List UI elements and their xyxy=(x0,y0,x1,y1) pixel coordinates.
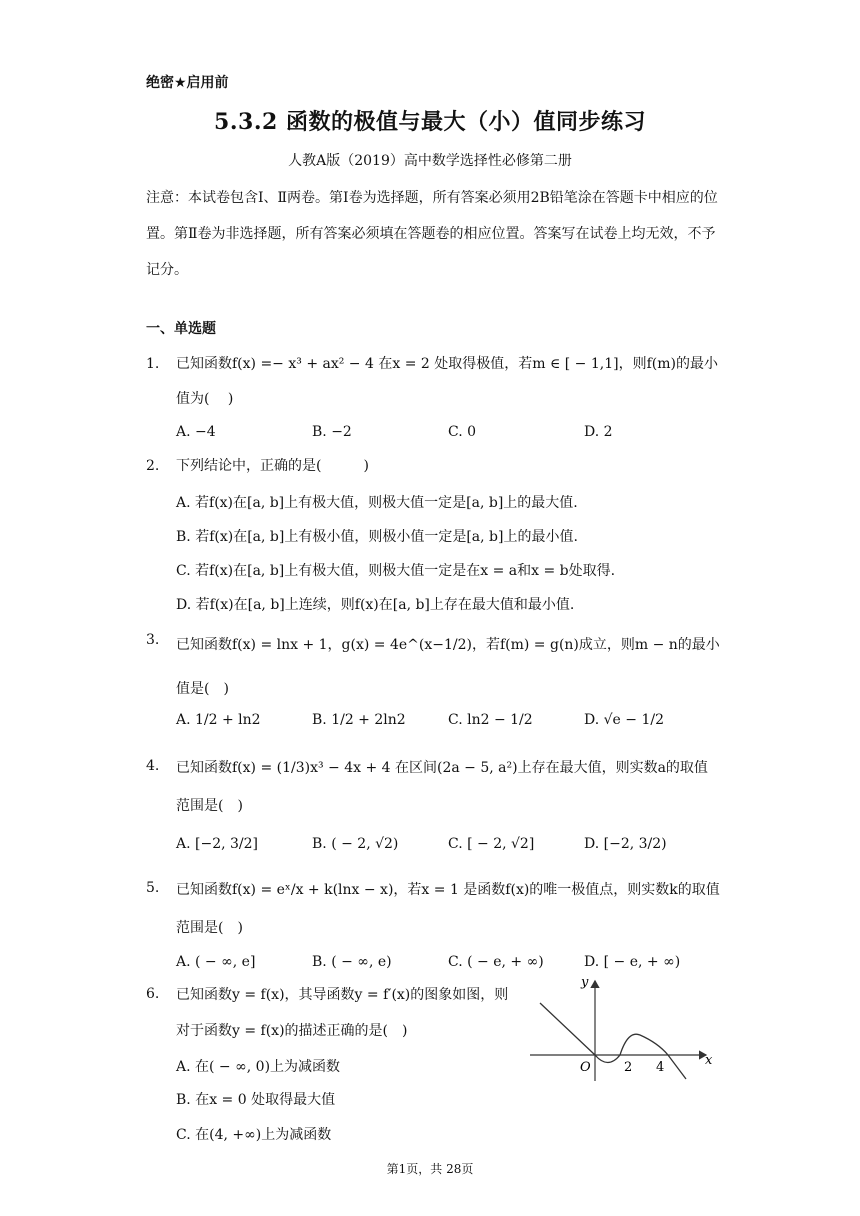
option-a: A. ( − ∞, e] xyxy=(176,954,256,970)
question-text: 下列结论中，正确的是( ) xyxy=(176,458,369,474)
page-footer: 第1页，共 28页 xyxy=(386,1162,474,1176)
option-d: D. 若f(x)在[a, b]上连续，则f(x)在[a, b]上存在最大值和最小值. xyxy=(176,597,575,613)
option-b: B. −2 xyxy=(312,424,352,440)
option-c: C. 在(4, +∞)上为减函数 xyxy=(176,1127,332,1143)
option-a: A. 1/2 + ln2 xyxy=(176,712,261,728)
option-c: C. 0 xyxy=(448,424,477,440)
question-number: 3. xyxy=(146,632,160,648)
page-subtitle: 人教A版（2019）高中数学选择性必修第二册 xyxy=(288,153,572,169)
question-number: 2. xyxy=(146,458,160,474)
question-text: 已知函数f(x) = eˣ/x + k(lnx − x)，若x = 1 是函数f(x)的唯一极值点，则实数k的取值范围是( ) xyxy=(176,882,720,936)
option-c: C. ( − e, + ∞) xyxy=(448,954,544,970)
question-number: 1. xyxy=(146,356,160,372)
option-c: C. ln2 − 1/2 xyxy=(448,712,533,728)
tick-label-4: 4 xyxy=(656,1060,665,1075)
question-number: 4. xyxy=(146,758,160,774)
tick-label-2: 2 xyxy=(624,1060,633,1075)
option-b: B. 1/2 + 2ln2 xyxy=(312,712,406,728)
question-text: 已知函数y = f(x)，其导函数y = f′(x)的图象如图，则对于函数y = f(x)的描述正确的是( ) xyxy=(176,987,509,1039)
option-d: D. √e − 1/2 xyxy=(584,712,664,728)
question-number: 5. xyxy=(146,880,160,896)
option-b: B. ( − ∞, e) xyxy=(312,954,392,970)
question-text: 已知函数f(x) = lnx + 1，g(x) = 4e^(x−1/2)，若f(m) = g(n)成立，则m − n的最小值是( ) xyxy=(176,637,720,697)
option-a: A. −4 xyxy=(176,424,216,440)
option-a: A. 在( − ∞, 0)上为减函数 xyxy=(176,1059,341,1075)
question-number: 6. xyxy=(146,986,160,1002)
option-d: D. 2 xyxy=(584,424,613,440)
y-axis-label: y xyxy=(581,975,589,990)
option-a: A. 若f(x)在[a, b]上有极大值，则极大值一定是[a, b]上的最大值. xyxy=(176,495,578,511)
origin-label: O xyxy=(580,1060,591,1075)
section-title: 一、单选题 xyxy=(146,321,216,337)
option-d: D. [ − e, + ∞) xyxy=(584,954,681,970)
question-text: 已知函数f(x) =− x³ + ax² − 4 在x = 2 处取得极值，若m ∈ [ − 1,1]，则f(m)的最小值为( ) xyxy=(176,356,718,407)
option-c: C. [ − 2, √2] xyxy=(448,836,535,852)
exam-notice: 注意：本试卷包含Ⅰ、Ⅱ两卷。第Ⅰ卷为选择题，所有答案必须用2B铅笔涂在答题卡中相应的位置。第Ⅱ卷为非选择题，所有答案必须填在答题卷的相应位置。答案写在试卷上均无效，不予记分。 xyxy=(146,190,718,278)
derivative-graph xyxy=(528,975,718,1085)
option-a: A. [−2, 3/2] xyxy=(176,836,259,852)
page-title: 5.3.2 函数的极值与最大（小）值同步练习 xyxy=(214,109,646,135)
option-b: B. 若f(x)在[a, b]上有极小值，则极小值一定是[a, b]上的最小值. xyxy=(176,529,578,545)
option-b: B. 在x = 0 处取得最大值 xyxy=(176,1092,336,1108)
option-b: B. ( − 2, √2) xyxy=(312,836,399,852)
confidential-label: 绝密★启用前 xyxy=(146,75,229,91)
x-axis-label: x xyxy=(705,1053,713,1068)
option-d: D. [−2, 3/2) xyxy=(584,836,667,852)
option-c: C. 若f(x)在[a, b]上有极大值，则极大值一定是在x = a和x = b处取得. xyxy=(176,563,616,579)
question-text: 已知函数f(x) = (1/3)x³ − 4x + 4 在区间(2a − 5, a²)上存在最大值，则实数a的取值范围是( ) xyxy=(176,760,708,814)
